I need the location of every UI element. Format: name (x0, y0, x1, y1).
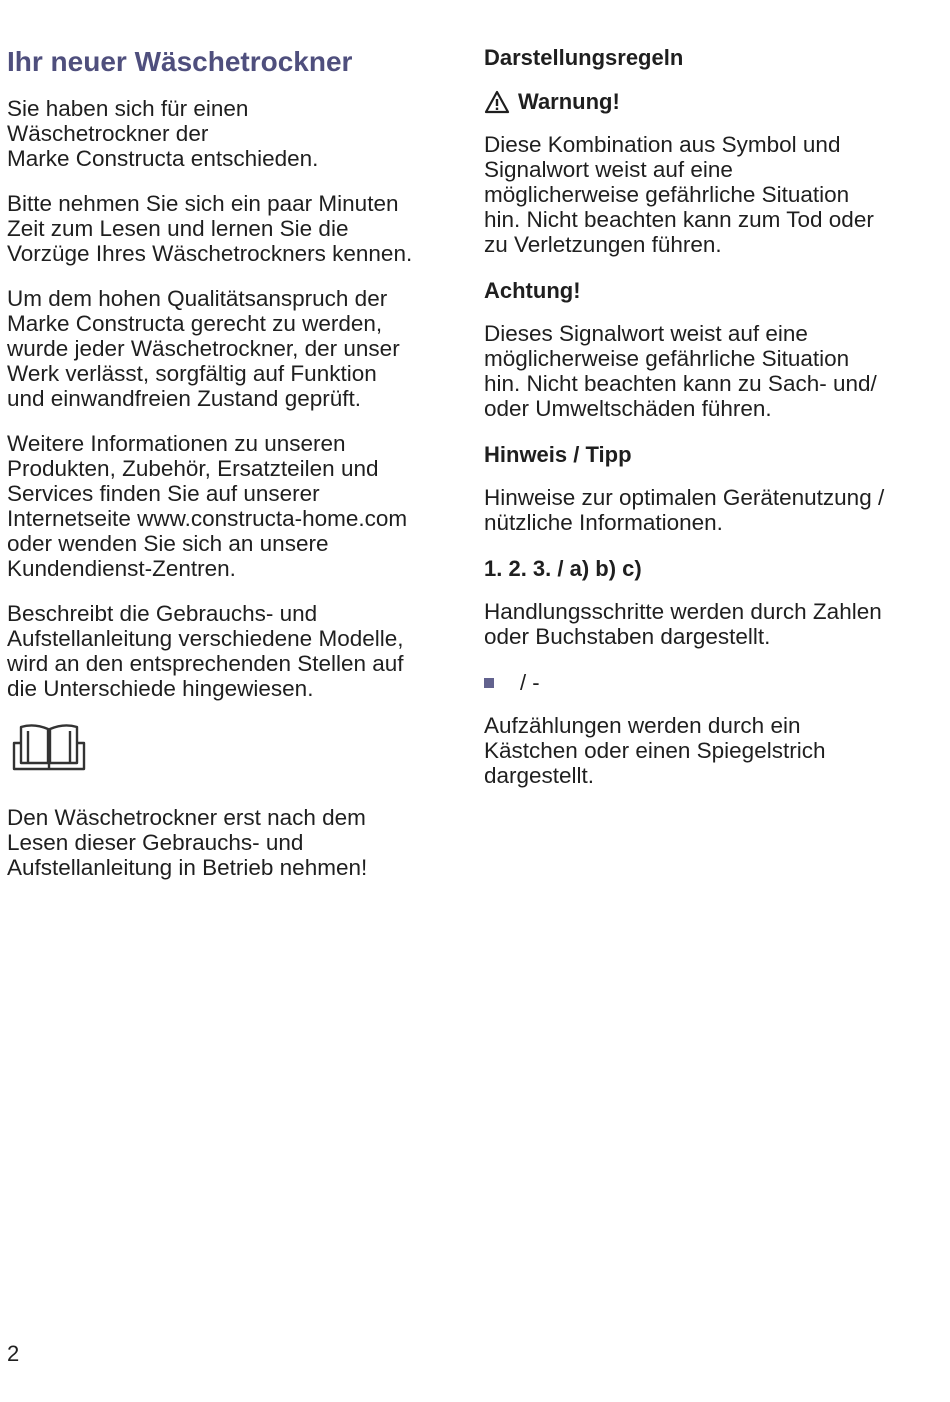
open-book-icon (12, 721, 86, 773)
warning-triangle-icon (484, 90, 510, 114)
list-marker-row (484, 669, 929, 697)
warning-heading-row (484, 88, 929, 116)
display-rules-heading: Darstellungsregeln (484, 45, 684, 70)
left-column (7, 44, 462, 900)
note-text: Hinweise zur optimalen Gerätenutzung / nützliche Informationen. (484, 485, 885, 535)
square-bullet-icon (484, 678, 494, 688)
page-title: Ihr neuer Wäschetrockner (7, 46, 353, 77)
caution-heading: Achtung! (484, 278, 581, 303)
page-number: 2 (7, 1341, 20, 1366)
intro-paragraph: Sie haben sich für einen Wäschetrockner der Marke Constructa entschieden. (7, 96, 319, 171)
models-paragraph: Beschreibt die Gebrauchs- und Aufstellanleitung verschiedene Modelle, wird an den entsprechenden Stellen auf die Unterschiede hingewiesen. (7, 601, 404, 701)
steps-heading: 1. 2. 3. / a) b) c) (484, 556, 642, 581)
list-marker-label: / - (520, 670, 540, 695)
right-column (484, 44, 929, 808)
quality-paragraph: Um dem hohen Qualitätsanspruch der Marke Constructa gerecht zu werden, wurde jeder Wäschetrockner, der unser Werk verlässt, sorgfältig auf Funktion und einwandfreien Zustand geprüft. (7, 286, 400, 411)
information-paragraph: Weitere Informationen zu unseren Produkten, Zubehör, Ersatzteilen und Services finden Sie auf unserer Internetseite www.constructa-home.com oder wenden Sie sich an unsere Kundendienst-Zentren. (7, 431, 408, 581)
list-text: Aufzählungen werden durch ein Kästchen oder einen Spiegelstrich dargestellt. (484, 713, 826, 788)
reading-paragraph: Bitte nehmen Sie sich ein paar Minuten Zeit zum Lesen und lernen Sie die Vorzüge Ihres Wäschetrockners kennen. (7, 191, 413, 266)
steps-text: Handlungsschritte werden durch Zahlen oder Buchstaben dargestellt. (484, 599, 882, 649)
warning-heading: Warnung! (518, 89, 620, 114)
note-heading: Hinweis / Tipp (484, 442, 632, 467)
closing-instruction: Den Wäschetrockner erst nach dem Lesen dieser Gebrauchs- und Aufstellanleitung in Betrieb nehmen! (7, 805, 368, 880)
caution-text: Dieses Signalwort weist auf eine möglicherweise gefährliche Situation hin. Nicht beachten kann zu Sach- und/ oder Umweltschäden führen. (484, 321, 877, 421)
warning-text: Diese Kombination aus Symbol und Signalwort weist auf eine möglicherweise gefährliche Situation hin. Nicht beachten kann zum Tod oder zu Verletzungen führen. (484, 132, 874, 257)
